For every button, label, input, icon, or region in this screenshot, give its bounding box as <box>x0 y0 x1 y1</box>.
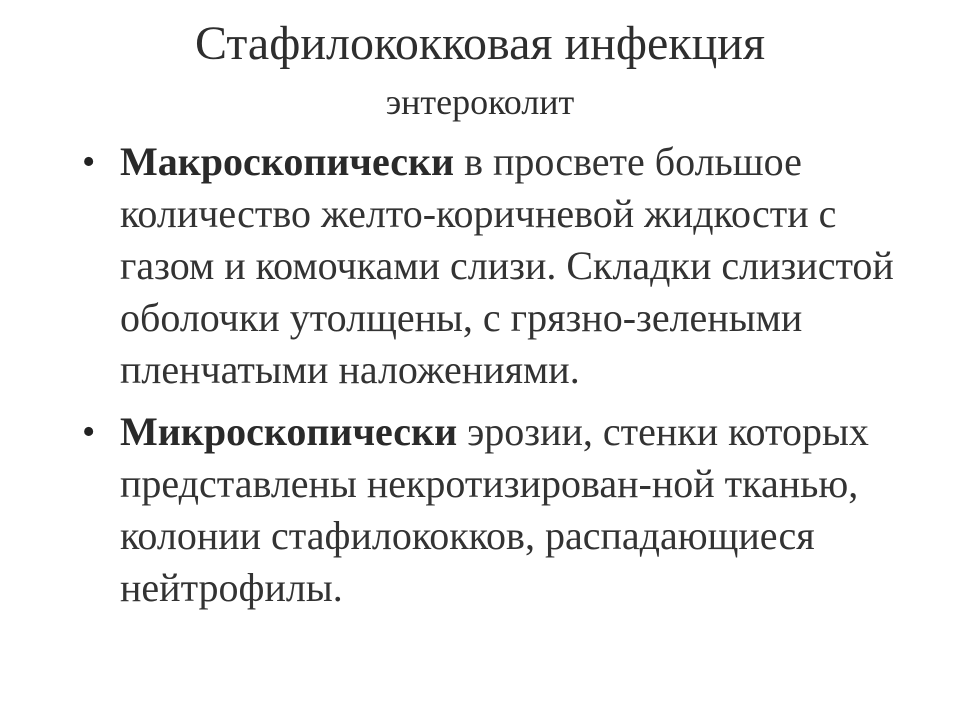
slide-subtitle: энтероколит <box>385 82 575 122</box>
slide-title: Стафилококковая инфекция <box>194 17 766 70</box>
bullet-dot-icon: • <box>82 141 96 183</box>
bullet-dot-icon: • <box>82 411 96 453</box>
bullet-item-microscopic <box>76 406 896 614</box>
bullet-list <box>76 136 896 614</box>
bullet-text: в просвете большое количество желто-коричневой жидкости с газом и комочками слизи. Складки слизистой оболочки утолщены, с грязно-зелеными пленчатыми наложениями. <box>120 139 894 392</box>
bullet-term: Макроскопически <box>120 139 455 184</box>
bullet-item-macroscopic <box>76 136 896 396</box>
bullet-term: Микроскопически <box>120 409 458 454</box>
bullet-text: эрозии, стенки которых представлены некротизирован-ной тканью, колонии стафилококков, распадающиеся нейтрофилы. <box>120 409 869 610</box>
